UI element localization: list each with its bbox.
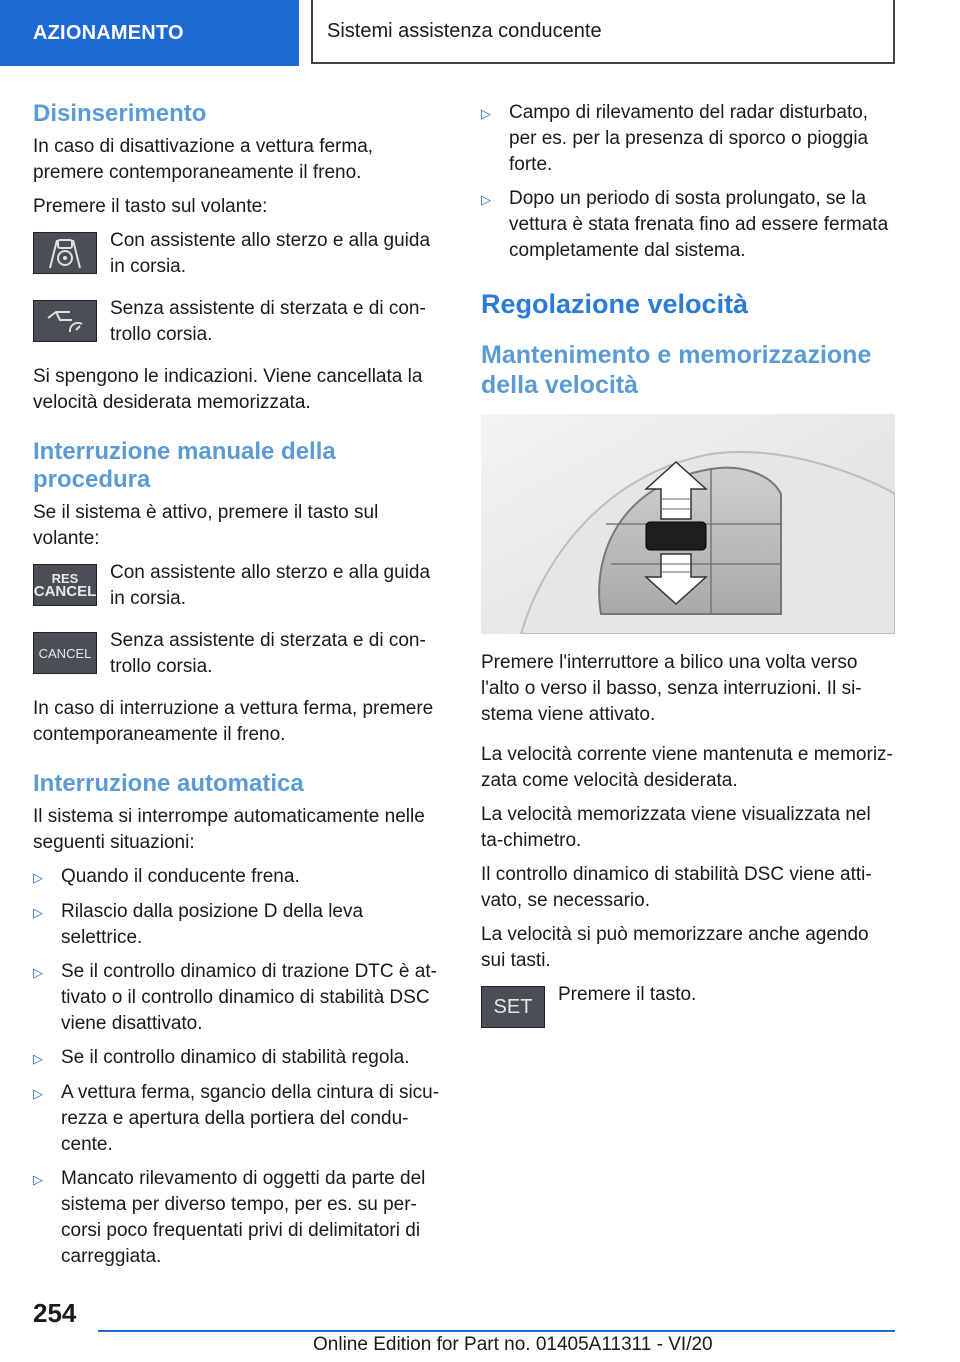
icon-row [33, 560, 448, 612]
list-item: ▷ Se il controllo dinamico di stabilità regola. [33, 1045, 448, 1072]
heading-regolazione-velocita: Regolazione velocità [481, 289, 749, 319]
heading-interruzione-manuale: Interruzione manuale della procedura [33, 438, 336, 493]
icon-description: Senza assistente di sterzata e di con-trollo corsia. [110, 298, 426, 345]
set-label: SET [493, 995, 533, 1018]
res-label: RES [51, 571, 79, 586]
triangle-bullet-icon: ▷ [33, 870, 43, 885]
paragraph: La velocità corrente viene mantenuta e memoriz-zata come velocità desiderata. [481, 744, 893, 791]
left-column [33, 100, 448, 1278]
icon-row [33, 296, 448, 348]
icon-description: Con assistente allo sterzo e alla guida in corsia. [110, 230, 431, 277]
list-item: ▷ A vettura ferma, sgancio della cintura di sicu-rezza e apertura della portiera del condu-cente. [33, 1080, 448, 1158]
section-disinserimento [33, 100, 448, 416]
page-number: 254 [33, 1298, 77, 1328]
bullet-list [33, 864, 448, 1270]
triangle-bullet-icon: ▷ [481, 106, 491, 121]
icon-row [481, 982, 895, 1028]
list-item: ▷ Rilascio dalla posizione D della leva selettrice. [33, 899, 448, 951]
icon-description: Senza assistente di sterzata e di con-trollo corsia. [110, 630, 426, 677]
icon-row [33, 628, 448, 680]
paragraph: Si spengono le indicazioni. Viene cancellata la velocità desiderata memorizzata. [33, 366, 423, 413]
icon-description: Con assistente allo sterzo e alla guida in corsia. [110, 562, 431, 609]
header-chapter-title: Sistemi assistenza conducente [327, 19, 602, 42]
paragraph: Se il sistema è attivo, premere il tasto sul volante: [33, 502, 379, 549]
triangle-bullet-icon: ▷ [33, 1086, 43, 1101]
paragraph: La velocità si può memorizzare anche agendo sui tasti. [481, 924, 869, 971]
paragraph: In caso di interruzione a vettura ferma, premere contemporaneamente il freno. [33, 698, 434, 745]
list-item: ▷ Quando il conducente frena. [33, 864, 448, 891]
triangle-bullet-icon: ▷ [33, 905, 43, 920]
right-column [481, 100, 895, 1044]
cancel-label: CANCEL [38, 645, 92, 661]
set-button-icon [481, 986, 545, 1028]
cancel-button-icon [33, 632, 97, 674]
cruise-control-icon [33, 300, 97, 342]
triangle-bullet-icon: ▷ [33, 965, 43, 980]
header-section-tab [0, 0, 299, 66]
section-interruzione-manuale [33, 438, 448, 748]
paragraph: Premere il tasto sul volante: [33, 196, 268, 217]
list-item: ▷ Campo di rilevamento del radar disturbato, per es. per la presenza di sporco o pioggia forte. [481, 100, 895, 178]
heading-disinserimento: Disinserimento [33, 100, 207, 127]
paragraph: Premere l'interruttore a bilico una volta verso l'alto o verso il basso, senza interruzioni. Il si-stema viene attivato. [481, 652, 862, 725]
paragraph: Il sistema si interrompe automaticamente nelle seguenti situazioni: [33, 806, 425, 853]
res-cancel-button-icon [33, 564, 97, 606]
cancel-label: CANCEL [33, 583, 97, 600]
steering-lane-assist-icon [33, 232, 97, 274]
paragraph: In caso di disattivazione a vettura ferma, premere contemporaneamente il freno. [33, 136, 374, 183]
section-interruzione-automatica [33, 770, 448, 1270]
triangle-bullet-icon: ▷ [33, 1172, 43, 1187]
list-item: ▷ Mancato rilevamento di oggetti da parte del sistema per diverso tempo, per es. su per-corsi poco frequentati privi di delimitatori di carreggiata. [33, 1166, 448, 1270]
footer-edition: Online Edition for Part no. 01405A11311 - VI/20 [313, 1334, 713, 1355]
icon-row [33, 228, 448, 280]
paragraph: Il controllo dinamico di stabilità DSC viene atti-vato, se necessario. [481, 864, 872, 911]
list-item: ▷ Dopo un periodo di sosta prolungato, se la vettura è stata frenata fino ad essere fermata completamente dal sistema. [481, 186, 895, 264]
paragraph: La velocità memorizzata viene visualizzata nel ta-chimetro. [481, 804, 871, 851]
footer-divider [98, 1330, 895, 1332]
header-chapter-box [311, 0, 895, 64]
header-section-title: AZIONAMENTO [33, 21, 184, 44]
bullet-list-continued [481, 100, 895, 264]
steering-wheel-rocker-switch-image [481, 414, 895, 634]
icon-description: Premere il tasto. [558, 984, 697, 1005]
triangle-bullet-icon: ▷ [33, 1051, 43, 1066]
list-item: ▷ Se il controllo dinamico di trazione DTC è at-tivato o il controllo dinamico di stabilità DSC viene disattivato. [33, 959, 448, 1037]
heading-mantenimento: Mantenimento e memorizzazione della velocità [481, 341, 872, 399]
heading-interruzione-automatica: Interruzione automatica [33, 770, 304, 797]
triangle-bullet-icon: ▷ [481, 192, 491, 207]
